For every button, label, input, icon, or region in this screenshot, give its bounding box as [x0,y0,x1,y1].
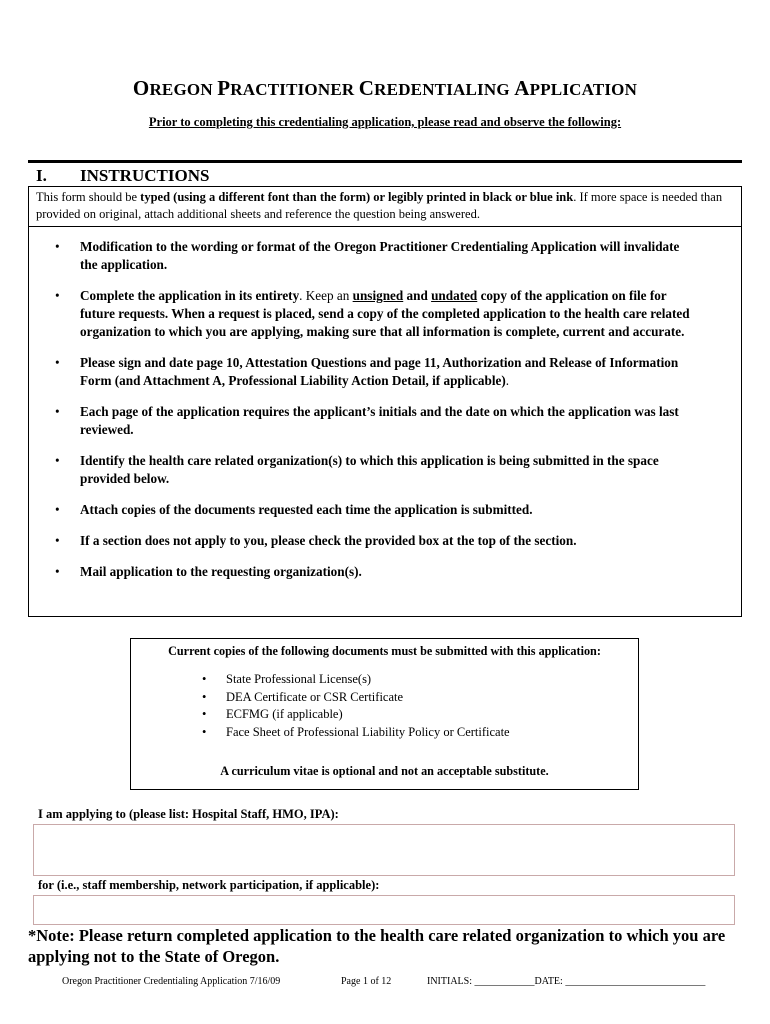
instruction-text: . [505,373,510,388]
bullet-icon: • [55,288,60,303]
underlined-text: undated [431,288,478,303]
instruction-item [50,238,690,274]
applying-to-label: I am applying to (please list: Hospital Staff, HMO, IPA): [38,807,339,821]
page-subtitle: Prior to completing this credentialing application, please read and observe the following: [148,115,622,129]
applying-to-field[interactable] [33,824,735,876]
list-item [200,724,510,742]
instruction-item [50,403,690,439]
instruction-item [50,287,690,341]
section-top-rule [28,160,742,163]
instructions-intro [36,189,736,223]
instruction-text: Please sign and date page 10, Attestation Questions and page 11, Authorization and Release of Information Form (and Attachment A, Professional Liability Action Detail, if applicable) [80,355,679,388]
bullet-icon: • [55,239,60,254]
instruction-text: If a section does not apply to you, please check the provided box at the top of the section. [80,533,577,548]
bullet-icon: • [55,564,60,579]
document-name: DEA Certificate or CSR Certificate [226,689,404,704]
section-number: I. [36,166,47,185]
instruction-item [50,532,690,550]
return-note: *Note: Please return completed application to the health care related organization to which you are applying not to the State of Oregon. [28,926,726,966]
title-cap: A [514,76,530,100]
curriculum-vitae-note: A curriculum vitae is optional and not an acceptable substitute. [220,764,549,778]
instruction-list [50,238,690,594]
footer-page-number: Page 1 of 12 [341,976,392,987]
purpose-field[interactable] [33,895,735,925]
instruction-item [50,501,690,519]
section-title: INSTRUCTIONS [80,166,210,185]
instruction-text: Identify the health care related organization(s) to which this application is being submitted in the space provided below. [80,453,659,486]
purpose-label: for (i.e., staff membership, network participation, if applicable): [38,878,380,892]
underlined-text: unsigned [352,288,404,303]
bullet-icon: • [55,533,60,548]
document-name: ECFMG (if applicable) [226,707,343,721]
document-name: State Professional License(s) [226,672,372,686]
intro-text: This form should be [36,190,141,204]
page-title [0,76,770,101]
instruction-text: Complete the application in its entirety [80,288,300,303]
intro-divider [28,226,742,227]
instruction-text: Attach copies of the documents requested each time the application is submitted. [80,502,533,517]
document-name: Face Sheet of Professional Liability Policy or Certificate [226,724,510,739]
title-rest: RACTITIONER [230,80,355,99]
instruction-item [50,354,690,390]
title-cap: O [132,76,150,100]
instruction-text: and [403,288,432,303]
bullet-icon: • [202,707,207,721]
list-item [200,706,510,724]
list-item [200,671,510,689]
instruction-text: copy of the application on file for future requests. When a request is placed, send a copy of the completed application to the health care related organization to which you are applying, making sure that all information is complete, current and accurate. [80,288,690,339]
bullet-icon: • [202,672,207,686]
bullet-icon: • [55,502,60,517]
instruction-text: Mail application to the requesting organization(s). [80,564,362,579]
title-rest: REGON [149,80,213,99]
bullet-icon: • [55,453,60,468]
bullet-icon: • [55,404,60,419]
instruction-text: Modification to the wording or format of the Oregon Practitioner Credentialing Application will invalidate the application. [80,239,680,272]
bullet-icon: • [202,689,207,704]
instruction-text: . Keep an [299,288,353,303]
footer-form-name: Oregon Practitioner Credentialing Application 7/16/09 [62,976,281,987]
instruction-item [50,563,690,581]
title-rest: REDENTIALING [374,80,510,99]
required-documents-list [200,671,510,741]
title-rest: PPLICATION [529,80,638,99]
section-heading [36,166,209,186]
intro-text: . If more space is needed than provided on original, attach additional sheets and reference the question being answered. [36,190,723,221]
instruction-item [50,452,690,488]
list-item [200,689,510,707]
intro-bold-text: typed (using a different font than the form) or legibly printed in black or blue ink [140,190,574,204]
bullet-icon: • [202,724,207,739]
footer-initials-date: INITIALS: ____________DATE: ____________________________ [427,976,706,987]
instruction-text: Each page of the application requires the applicant’s initials and the date on which the application was last reviewed. [80,404,679,437]
title-cap: C [358,76,375,100]
required-documents-heading: Current copies of the following documents must be submitted with this application: [168,644,601,658]
title-cap: P [217,76,231,100]
bullet-icon: • [55,355,60,370]
